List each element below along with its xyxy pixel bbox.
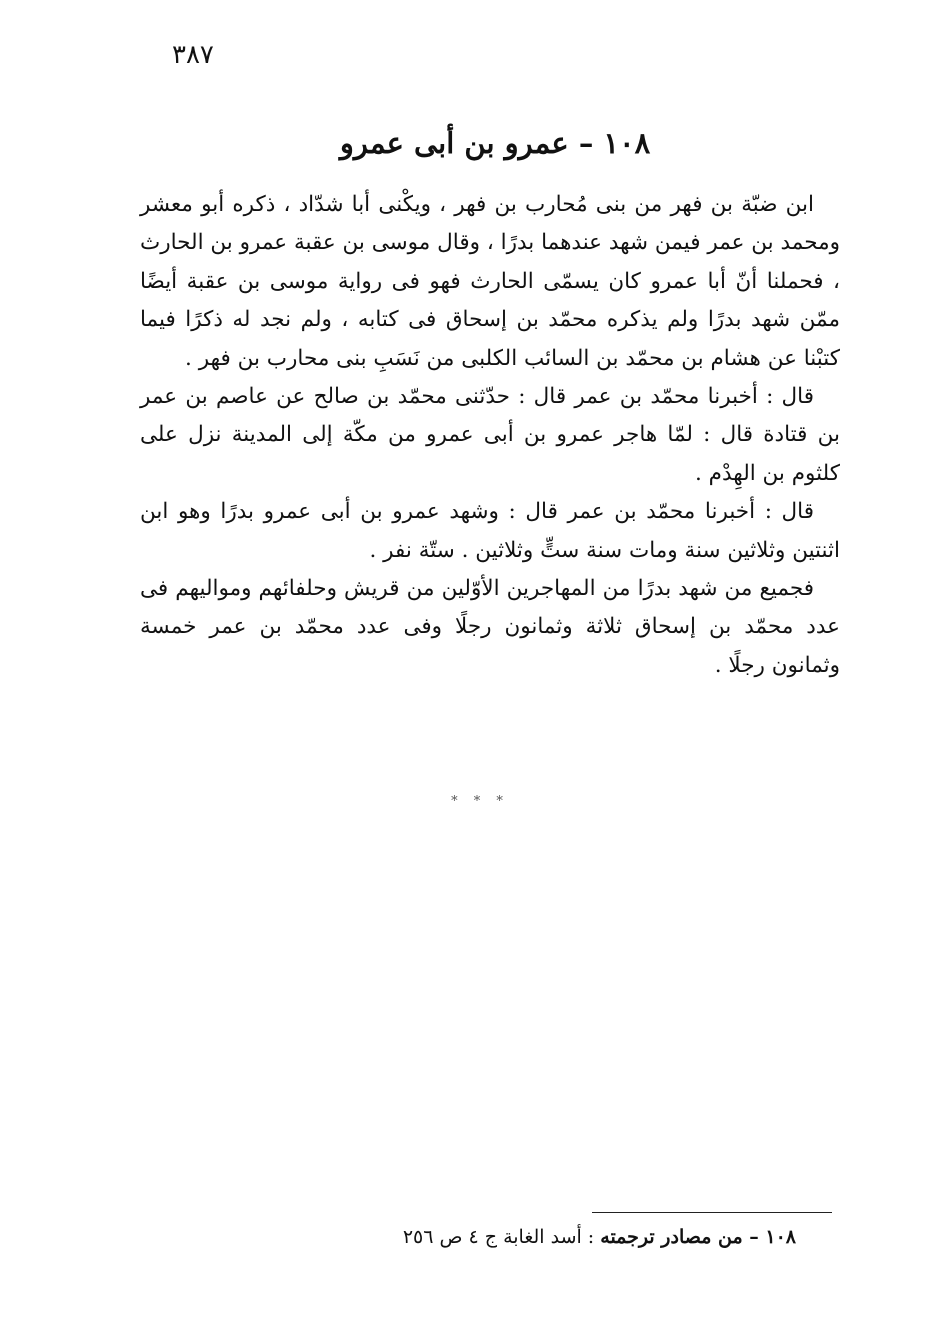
footnote-rule [592, 1212, 832, 1213]
body-paragraph: ابن ضبّة بن فهر من بنى مُحارب بن فهر ، ويكْنى أبا شدّاد ، ذكره أبو معشر ومحمد بن عمر فيمن شهد عندهما بدرًا ، وقال موسى بن عقبة عمرو بن الحارث ، فحملنا أنّ أبا عمرو كان يسمّى الحارث فهو فى رواية موسى بن عقبة أيضًا ممّن شهد بدرًا ولم يذكره محمّد بن إسحاق فى كتابه ، ولم نجد له ذكرًا فيما كتبْنا عن هشام بن محمّد بن السائب الكلبى من نَسَبِ بنى محارب بن فهر . [140, 192, 840, 371]
page-number: ٣٨٧ [172, 40, 214, 70]
section-separator: * * * [451, 794, 509, 809]
footnote-text: : أسد الغابة ج ٤ ص ٢٥٦ [402, 1226, 601, 1248]
entry-body [140, 186, 840, 685]
footnote-label: ١٠٨ – من مصادر ترجمته [600, 1226, 796, 1248]
body-paragraph: فجميع من شهد بدرًا من المهاجرين الأوّلين من قريش وحلفائهم ومواليهم فى عدد محمّد بن إسحاق ثلاثة وثمانون رجلًا وفى عدد محمّد بن عمر خمسة وثمانون رجلًا . [140, 576, 840, 678]
footnote [360, 1226, 796, 1248]
body-paragraph: قال : أخبرنا محمّد بن عمر قال : حدّثنى محمّد بن صالح عن عاصم بن عمر بن قتادة قال : لمّا هاجر عمرو بن أبى عمرو من مكّة إلى المدينة نزل على كلثوم بن الهِدْم . [140, 384, 840, 486]
body-paragraph: قال : أخبرنا محمّد بن عمر قال : وشهد عمرو بن أبى عمرو بدرًا وهو ابن اثنتين وثلاثين سنة ومات سنة ستٍّ وثلاثين . ستّة نفر . [140, 499, 840, 563]
entry-title: ١٠٨ – عمرو بن أبى عمرو [339, 126, 651, 160]
